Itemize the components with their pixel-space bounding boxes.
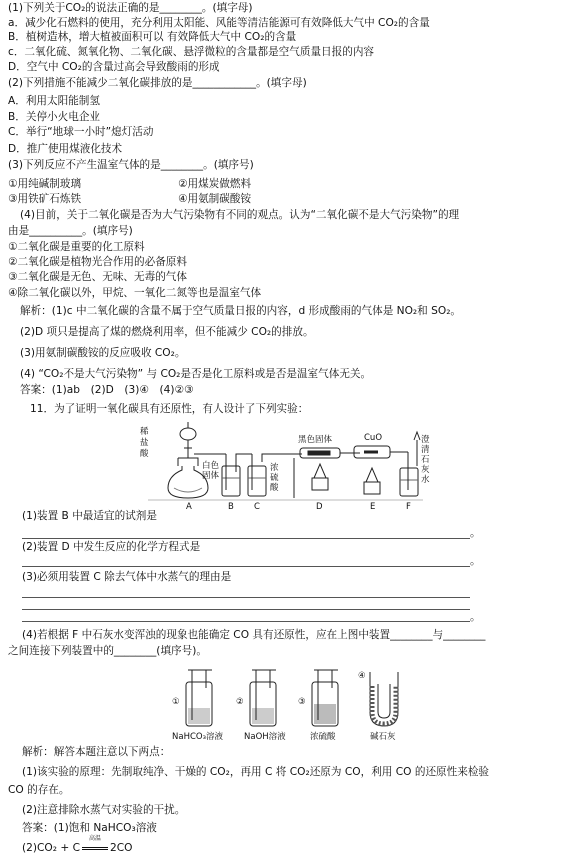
label-E: E bbox=[370, 502, 376, 512]
analysis-4: (4) “CO₂不是大气污染物” 与 CO₂是否是化工原料或是否是温室气体无关。 bbox=[20, 368, 372, 380]
answer-blank-3a bbox=[22, 597, 470, 598]
bottle-c-icon bbox=[248, 466, 266, 496]
label-limewater-4: 灰 bbox=[421, 465, 430, 475]
label-hcl-1: 稀 bbox=[140, 427, 149, 437]
answer-2: 答案：(1)饱和 NaHCO₃溶液 bbox=[22, 822, 157, 834]
analysis-3: (3)用氨制碳酸铵的反应吸收 CO₂。 bbox=[20, 347, 186, 359]
device-label-4: 碱石灰 bbox=[370, 732, 396, 742]
label-B: B bbox=[228, 502, 234, 512]
label-white-solid-2: 固体 bbox=[202, 471, 220, 481]
q4-option-3: ③二氧化碳是无色、无味、无毒的气体 bbox=[8, 271, 187, 283]
label-hcl-3: 酸 bbox=[140, 449, 149, 459]
label-h2so4-3: 酸 bbox=[270, 483, 279, 493]
q4-option-2: ②二氧化碳是植物光合作用的必备原料 bbox=[8, 256, 187, 268]
q1-option-b: B．植树造林，增大植被面积可以 有效降低大气中 CO₂的含量 bbox=[8, 31, 297, 43]
q3-option-4: ④用氨制碳酸铵 bbox=[178, 193, 252, 205]
q11-part2-end: 。 bbox=[470, 555, 481, 567]
label-hcl-2: 盐 bbox=[140, 438, 149, 448]
q11-part1-end: 。 bbox=[470, 527, 481, 539]
analysis-6-line1: (1)该实验的原理：先制取纯净、干燥的 CO₂，再用 C 将 CO₂还原为 CO，利用 CO 的还原性来检验 bbox=[22, 766, 490, 778]
q3-stem: (3)下列反应不产生温室气体的是________。(填序号) bbox=[8, 159, 254, 171]
device-num-2: ② bbox=[236, 697, 244, 707]
answer-blank-3c bbox=[22, 621, 470, 622]
q11-part2: (2)装置 D 中发生反应的化学方程式是 bbox=[22, 541, 201, 553]
q2-option-a: A．利用太阳能制氢 bbox=[8, 95, 100, 107]
q11-part3-end: 。 bbox=[470, 611, 481, 623]
analysis-5: 解析：解答本题注意以下两点： bbox=[22, 746, 171, 758]
q3-option-3: ③用铁矿石炼铁 bbox=[8, 193, 82, 205]
q3-option-1: ①用纯碱制玻璃 bbox=[8, 178, 82, 190]
device-num-4: ④ bbox=[358, 671, 366, 681]
device-label-3: 浓硫酸 bbox=[310, 732, 336, 742]
flame-f-icon bbox=[414, 432, 420, 440]
q4-option-4: ④除二氧化碳以外，甲烷、一氧化二氮等也是温室气体 bbox=[8, 287, 262, 299]
equation-left: (2)CO₂ + C bbox=[22, 842, 80, 854]
q4-stem-line1: (4)目前，关于二氧化碳是否为大气污染物有不同的观点。认为“二氧化碳不是大气污染物”的理 bbox=[20, 209, 460, 221]
burner-e-icon bbox=[366, 468, 378, 482]
label-white-solid-1: 白色 bbox=[202, 461, 220, 471]
label-h2so4-2: 硫 bbox=[270, 473, 279, 483]
answer-3 bbox=[22, 835, 133, 855]
q1-stem: (1)下列关于CO₂的说法正确的是________。(填字母) bbox=[8, 2, 253, 14]
label-F: F bbox=[406, 502, 411, 512]
label-cuo: CuO bbox=[364, 433, 383, 443]
funnel-bulb-icon bbox=[180, 428, 196, 440]
label-limewater-5: 水 bbox=[421, 475, 430, 485]
label-limewater-1: 澄 bbox=[421, 435, 430, 445]
label-black-solid: 黑色固体 bbox=[298, 435, 333, 445]
equation-right: 2CO bbox=[110, 842, 133, 854]
equation-condition: 高温 bbox=[88, 835, 101, 842]
label-h2so4-1: 浓 bbox=[270, 463, 279, 473]
devices-figure bbox=[168, 664, 418, 744]
q11-part4-line1: (4)若根据 F 中石灰水变浑浊的现象也能确定 CO 具有还原性，应在上图中装置________与________ bbox=[22, 629, 486, 641]
label-limewater-3: 石 bbox=[421, 455, 430, 465]
q1-option-a: a．减少化石燃料的使用，充分利用太阳能、风能等清洁能源可有效降低大气中 CO₂的含量 bbox=[8, 17, 430, 29]
bottle-f-icon bbox=[400, 468, 418, 496]
q4-stem-line2: 由是__________。(填序号) bbox=[8, 225, 133, 237]
answer-blank-2 bbox=[22, 566, 470, 567]
burner-d-icon bbox=[314, 464, 326, 478]
q2-option-b: B．关停小火电企业 bbox=[8, 111, 101, 123]
device-label-2: NaOH溶液 bbox=[244, 732, 286, 742]
device-label-1: NaHCO₃溶液 bbox=[172, 732, 223, 742]
q4-option-1: ①二氧化碳是重要的化工原料 bbox=[8, 241, 145, 253]
label-D: D bbox=[316, 502, 323, 512]
q11-part4-line2: 之间连接下列装置中的________(填序号)。 bbox=[8, 645, 207, 657]
label-limewater-2: 清 bbox=[421, 445, 430, 455]
device-num-1: ① bbox=[172, 697, 180, 707]
analysis-6-line2: CO 的存在。 bbox=[8, 784, 70, 796]
q1-option-c: c．二氧化硫、氮氧化物、二氧化碳、悬浮微粒的含量都是空气质量日报的内容 bbox=[8, 46, 375, 58]
answer-1: 答案：(1)ab (2)D (3)④ (4)②③ bbox=[20, 384, 194, 396]
answer-blank-1 bbox=[22, 538, 470, 539]
q2-option-c: C．举行“地球一小时”熄灯活动 bbox=[8, 126, 154, 138]
q2-stem: (2)下列措施不能减少二氧化碳排放的是____________。(填字母) bbox=[8, 77, 307, 89]
analysis-2: (2)D 项只是提高了煤的燃烧利用率，但不能减少 CO₂的排放。 bbox=[20, 326, 314, 338]
q11-part3: (3)必须用装置 C 除去气体中水蒸气的理由是 bbox=[22, 571, 232, 583]
label-A: A bbox=[186, 502, 192, 512]
bottle-b-icon bbox=[222, 466, 240, 496]
q2-option-d: D．推广使用煤液化技术 bbox=[8, 143, 123, 155]
q11-part1: (1)装置 B 中最适宜的试剂是 bbox=[22, 510, 157, 522]
q11-stem: 11．为了证明一氧化碳具有还原性，有人设计了下列实验： bbox=[30, 403, 309, 415]
device-num-3: ③ bbox=[298, 697, 306, 707]
apparatus-figure bbox=[118, 418, 428, 510]
answer-blank-3b bbox=[22, 609, 470, 610]
label-C: C bbox=[254, 502, 260, 512]
q1-option-d: D．空气中 CO₂的含量过高会导致酸雨的形成 bbox=[8, 61, 220, 73]
analysis-7: (2)注意排除水蒸气对实验的干扰。 bbox=[22, 804, 186, 816]
analysis-1: 解析：(1)c 中二氧化碳的含量不属于空气质量日报的内容，d 形成酸雨的气体是 NO₂和 SO₂。 bbox=[20, 305, 462, 317]
q3-option-2: ②用煤炭做燃料 bbox=[178, 178, 252, 190]
